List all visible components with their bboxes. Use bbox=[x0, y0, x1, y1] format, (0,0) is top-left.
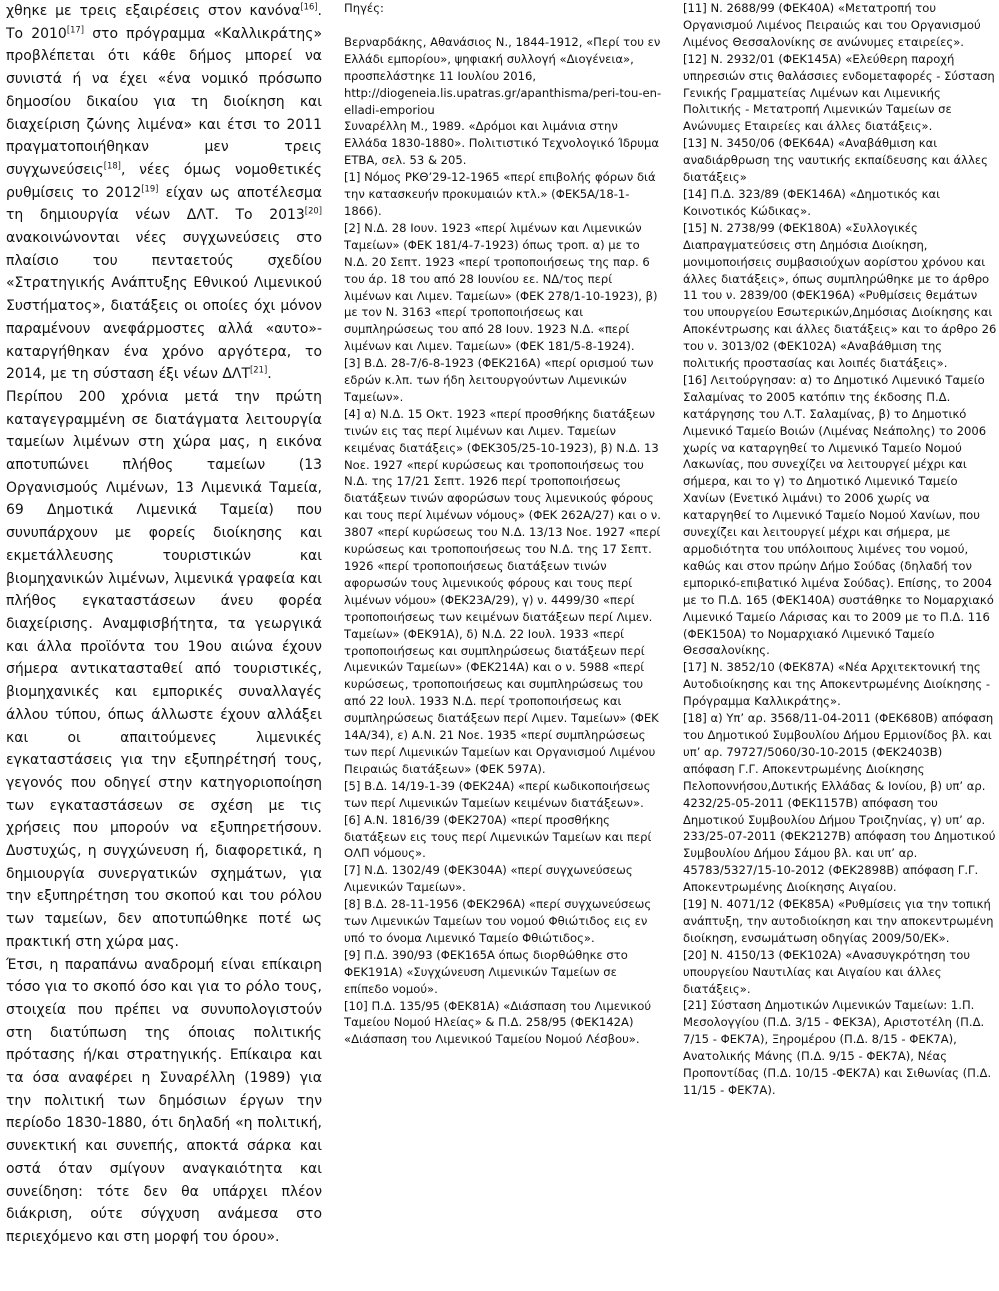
reference-entry: [3] Β.Δ. 28-7/6-8-1923 (ΦΕΚ216Α) «περί ορισμού των εδρών κ.λπ. των ήδη λειτουργούντων Λιμενικών Ταμείων». bbox=[344, 356, 654, 404]
reference-entry: [6] Α.Ν. 1816/39 (ΦΕΚ270Α) «περί προσθήκης διατάξεων εις τους περί Λιμενικών Ταμείων και περί ΟΛΠ νόμους». bbox=[344, 812, 652, 861]
source-entry: Συναρέλλη Μ., 1989. «Δρόμοι και λιμάνια στην Ελλάδα 1830-1880». Πολιτιστικό Τεχνολογικό Ίδρυμα ΕΤΒΑ, σελ. 53 & 205. bbox=[344, 119, 660, 168]
references-list-1 bbox=[344, 169, 662, 1048]
references-column-2 bbox=[683, 0, 997, 1099]
references-list-2 bbox=[683, 0, 997, 1099]
paragraph-text: χθηκε με τρεις εξαιρέσεις στον κανόνα bbox=[6, 3, 301, 19]
footnote-marker: [19] bbox=[141, 182, 159, 193]
reference-entry: [7] Ν.Δ. 1302/49 (ΦΕΚ304Α) «περί συγχωνεύσεως Λιμενικών Ταμείων». bbox=[344, 863, 633, 895]
footnote-marker: [21] bbox=[250, 364, 268, 375]
body-paragraph bbox=[6, 386, 322, 954]
paragraph-text: Έτσι, η παραπάνω αναδρομή είναι επίκαιρη τόσο για το σκοπό όσο και για το ρόλο τους, στοιχεία που πρέπει να συνυπολογιστούν στη διατύπωση της όποιας πολιτικής πρότασης ή/και στρατηγικής. Επίκαιρα και τα όσα αναφέρει η Συναρέλλη (1989) για την πολιτική των δημόσιων έργων την περίοδο 1830-1880, ότι δηλαδή «η πολιτική, συνεκτική και συνεπής, αποκτά σάρκα και οστά όταν σμίγουν αναγκαιότητα και συνείδηση: τότε δεν θα υπάρχει πλέον διάκριση, ούτε σύγχυση ανάμεσα στο περιεχόμενο και στη μορφή του όρου». bbox=[6, 956, 322, 1245]
footnote-marker: [16] bbox=[300, 1, 318, 12]
paragraph-text: στο πρόγραμμα «Καλλικράτης» προβλέπεται ότι κάθε δήμος μπορεί να συνιστά ή να έχει «ένα νομικό πρόσωπο δημοσίου δικαίου για τη διοίκηση και διαχείριση ζώνης λιμένα» και έτσι το 2011 πραγματοποιήθηκαν μεν τρεις συγχωνεύσεις bbox=[6, 25, 322, 178]
reference-entry: [12] Ν. 2932/01 (ΦΕΚ145Α) «Ελεύθερη παροχή υπηρεσιών στις θαλάσσιες ενδομεταφορές - Σύσταση Γενικής Γραμματείας Λιμένων και Λιμενικής Πολιτικής - Μετατροπή Λιμενικών Ταμείων σε Ανώνυμες Εταιρείες και άλλες διατάξεις». bbox=[683, 51, 995, 134]
footnote-marker: [17] bbox=[66, 24, 85, 35]
references-column-1 bbox=[344, 0, 662, 1048]
reference-entry: [11] Ν. 2688/99 (ΦΕΚ40Α) «Μετατροπή του Οργανισμού Λιμένος Πειραιώς και του Οργανισμού Λιμένος Θεσσαλονίκης σε ανώνυμες εταιρείες». bbox=[683, 1, 981, 49]
paragraph-text: είχαν ως αποτέλεσμα τη δημιουργία νέων ΔΛΤ. Το 2013 bbox=[6, 184, 323, 224]
reference-entry: [21] Σύσταση Δημοτικών Λιμενικών Ταμείων: 1.Π. Μεσολογγίου (Π.Δ. 3/15 - ΦΕΚ3Α), Αριστοτέλη (Π.Δ. 7/15 - ΦΕΚ7Α), Ξηρομέρου (Π.Δ. 8/15 - ΦΕΚ7Α), Ανατολικής Μάνης (Π.Δ. 9/15 - ΦΕΚ7Α), Νέας Προποντίδας (Π.Δ. 10/15 -ΦΕΚ7Α) και Σιθωνίας (Π.Δ. 11/15 - ΦΕΚ7Α). bbox=[683, 998, 992, 1097]
sources-list bbox=[344, 34, 662, 169]
source-entry: Βερναρδάκης, Αθανάσιος Ν., 1844-1912, «Περί του εν Ελλάδι εμπορίου», ψηφιακή συλλογή «Διογένεια», προσπελάστηκε 11 Ιουλίου 2016, http://diogeneia.lis.upatras.gr/apanthisma/peri-tou-en-elladi-emporiou bbox=[344, 34, 662, 117]
reference-entry: [9] Π.Δ. 390/93 (ΦΕΚ165Α όπως διορθώθηκε στο ΦΕΚ191Α) «Συγχώνευση Λιμενικών Ταμείων σε επίπεδο νομού». bbox=[344, 947, 628, 996]
reference-entry: [16] Λειτούργησαν: α) το Δημοτικό Λιμενικό Ταμείο Σαλαμίνας το 2005 κατόπιν της έκδοσης Π.Δ. κατάργησης του Λ.Τ. Σαλαμίνας, β) το Δημοτικό Λιμενικό Ταμείο Βοιών (Λιμένας Νεάπολης) το 2006 χωρίς να καταργηθεί το Λιμενικό Ταμείο Νομού Λακωνίας, που συνεχίζει να λειτουργεί μέχρι και σήμερα, και το γ) το Δημοτικό Λιμενικό Ταμείο Χανίων (Ενετικό λιμάνι) το 2006 χωρίς να καταργηθεί το Λιμενικό Ταμείο Νομού Χανίων, που συνεχίζει και λειτουργεί μέχρι και σήμερα, με αρμοδιότητα του υπόλοιπους λιμένες του νομού, καθώς και στον πρώην Δήμο Σούδας (δηλαδή τον εμπορικό-επιβατικό λιμένα Σούδας). Επίσης, το 2004 με το Π.Δ. 165 (ΦΕΚ140Α) συστάθηκε το Νομαρχιακό Λιμενικό Ταμείο Λάρισας και το 2009 με το Π.Δ. 116 (ΦΕΚ150Α) το Νομαρχιακό Λιμενικό Ταμείο Θεσσαλονίκης. bbox=[683, 372, 994, 658]
main-text-column bbox=[6, 0, 322, 1249]
reference-entry: [10] Π.Δ. 135/95 (ΦΕΚ81Α) «Διάσπαση του Λιμενικού Ταμείου Νομού Ηλείας» & Π.Δ. 258/95 (ΦΕΚ142Α) «Διάσπαση του Λιμενικού Ταμείου Νομού Λέσβου». bbox=[344, 998, 652, 1047]
reference-entry: [18] α) Υπ’ αρ. 3568/11-04-2011 (ΦΕΚ680Β) απόφαση του Δημοτικού Συμβουλίου Δήμου Ερμιονίδος βλ. και υπ’ αρ. 79727/5060/30-10-2015 (ΦΕΚ2403Β) απόφαση Γ.Γ. Αποκεντρωμένης Διοίκησης Πελοποννήσου,Δυτικής Ελλάδας & Ιονίου, β) υπ’ αρ. 4232/25-05-2011 (ΦΕΚ1157Β) απόφαση του Δημοτικού Συμβουλίου Δήμου Τροιζηνίας, γ) υπ’ αρ. 233/25-07-2011 (ΦΕΚ2127Β) απόφαση του Δημοτικού Συμβουλίου Δήμου Σάμου βλ. και υπ’ αρ. 45783/5327/15-10-2012 (ΦΕΚ2898Β) απόφαση Γ.Γ. Αποκεντρωμένης Διοίκησης Αιγαίου. bbox=[683, 711, 996, 895]
reference-entry: [1] Νόμος ΡΚΘ’29-12-1965 «περί επιβολής φόρων διά την κατασκευήν προκυμαιών κτλ.» (ΦΕΚ5Α/18-1-1866). bbox=[344, 170, 656, 218]
reference-entry: [17] Ν. 3852/10 (ΦΕΚ87Α) «Νέα Αρχιτεκτονική της Αυτοδιοίκησης και της Αποκεντρωμένης Διοίκησης - Πρόγραμμα Καλλικράτης». bbox=[683, 660, 991, 709]
paragraph-text: ανακοινώνονται νέες συγχωνεύσεις στο πλαίσιο του πενταετούς σχεδίου «Στρατηγικής Ανάπτυξης Εθνικού Λιμενικού Συστήματος», διατάξεις οι οποίες όχι μόνον παραμένουν ανεφάρμοστες αλλά «αυτο»-καταργήθηκαν ένα χρόνο αργότερα, το 2014, με τη σύσταση έξι νέων ΔΛΤ bbox=[6, 230, 322, 383]
reference-entry: [4] α) Ν.Δ. 15 Οκτ. 1923 «περί προσθήκης διατάξεων τινών εις τας περί λιμένων και Λιμεν. Ταμείων κειμένας διατάξεις» (ΦΕΚ305/25-10-1923), β) Ν.Δ. 13 Νοε. 1927 «περί κυρώσεως και τροποποιήσεως του Ν.Δ. της 17/21 Σεπτ. 1926 περί τροποποιήσεως διατάξεων τινών αφορώσων τους λιμενικούς φόρους και τους περί λιμένων νόμους» (ΦΕΚ 262Α/27) και ο ν. 3807 «περί κυρώσεως του Ν.Δ. 13/13 Νοε. 1927 «περί κυρώσεως και τροποποιήσεως του Ν.Δ. της 17 Σεπτ. 1926 «περί τροποποιήσεως διατάξεων τινών αφορωσών τους λιμενικούς φόρους και τους περί λιμένων νόμου» (ΦΕΚ23Α/29), γ) ν. 4499/30 «περί τροποποιήσεως των κειμένων διατάξεων περί Λιμεν. Ταμείων» (ΦΕΚ91Α), δ) Ν.Δ. 22 Ιουλ. 1933 «περί τροποποιήσεως και συμπληρώσεως διατάξεων περί Λιμενικών Ταμείων» (ΦΕΚ214Α) και ο ν. 5988 «περί κυρώσεως, τροποποιήσεως και συμπληρώσεως του από 22 Ιουλ. 1933 Ν.Δ. περί τροποποιήσεως και συμπληρώσεως διατάξεων περί Λιμεν. Ταμείων» (ΦΕΚ 14Α/34), ε) Α.Ν. 21 Νοε. 1935 «περί συμπληρώσεως των περί Λιμενικών Ταμείων και Οργανισμού Λιμένου Πειραιώς διατάξεων» (ΦΕΚ 597Α). bbox=[344, 406, 661, 776]
paragraph-text: . bbox=[267, 366, 272, 383]
reference-entry: [2] Ν.Δ. 28 Ιουν. 1923 «περί λιμένων και Λιμενικών Ταμείων» (ΦΕΚ 181/4-7-1923) όπως τροπ. α) με το Ν.Δ. 20 Σεπτ. 1923 «περί τροποποιήσεως της παρ. 6 του άρ. 18 του από 28 Ιουνίου εε. ΝΔ/τος περί λιμένων και Λιμεν. Ταμείων» (ΦΕΚ 278/1-10-1923), β) με τον Ν. 3163 «περί τροποποιήσεως και συμπληρώσεως του από 28 Ιουν. 1923 Ν.Δ. «περί λιμένων και Λιμεν. Ταμείων» (ΦΕΚ 181/5-8-1924). bbox=[344, 220, 658, 354]
body-paragraph bbox=[6, 0, 322, 386]
reference-entry: [19] Ν. 4071/12 (ΦΕΚ85Α) «Ρυθμίσεις για την τοπική ανάπτυξη, την αυτοδιοίκηση και την αποκεντρωμένη διοίκηση, ενσωμάτωση οδηγίας 2009/50/ΕΚ». bbox=[683, 897, 994, 945]
sources-heading: Πηγές: bbox=[344, 1, 384, 15]
reference-entry: [5] Β.Δ. 14/19-1-39 (ΦΕΚ24Α) «περί κωδικοποιήσεως των περί Λιμενικών Ταμείων κειμένων διατάξεων». bbox=[344, 778, 651, 810]
paragraph-text: Περίπου 200 χρόνια μετά την πρώτη καταγεγραμμένη σε διατάγματα λειτουργία ταμείων λιμένων στη χώρα μας, η εικόνα αποτυπώνει πλήθος ταμείων (13 Οργανισμούς Λιμένων, 13 Λιμενικά Ταμεία, 69 Δημοτικά Λιμενικά Ταμεία) που συνυπάρχουν με φορείς διοίκησης και εκμετάλλευσης τουριστικών και βιομηχανικών λιμένων, λιμενικά γραφεία και πλήθος εγκαταστάσεων άνευ φορέα διαχείρισης. Αναμφισβήτητα, τα γεωργικά και άλλα προϊόντα του 19ου αιώνα έχουν σήμερα αντικατασταθεί από τουριστικές, βιομηχανικές και εμπορικές συναλλαγές άλλου τύπου, όπως άλλωστε έχουν αλλάξει και οι απαιτούμενες λιμενικές εγκαταστάσεις για την εξυπηρέτησή τους, γεγονός που οδηγεί στην κατηγοριοποίηση των εγκαταστάσεων σε σχέση με τις χρήσεις που μπορούν να εξυπηρετήσουν. Δυστυχώς, η συγχώνευση ή, διαφορετικά, η δημιουργία συνεργατικών σχημάτων, για την εξυπηρέτηση του σκοπού και του ρόλου των ταμείων, δεν αποτυπώθηκε ποτέ ως πρακτική στη χώρα μας. bbox=[6, 388, 322, 950]
reference-entry: [14] Π.Δ. 323/89 (ΦΕΚ146Α) «Δημοτικός και Κοινοτικός Κώδικας». bbox=[683, 186, 941, 218]
reference-entry: [20] Ν. 4150/13 (ΦΕΚ102Α) «Ανασυγκρότηση του υπουργείου Ναυτιλίας και Αιγαίου και άλλες διατάξεις». bbox=[683, 947, 971, 996]
reference-entry: [8] Β.Δ. 28-11-1956 (ΦΕΚ296Α) «περί συγχωνεύσεως των Λιμενικών Ταμείων του νομού Φθιώτιδος εις εν υπό το όνομα Λιμενικό Ταμείο Φθιώτιδος». bbox=[344, 897, 652, 945]
paragraph-text: . Το 2010 bbox=[6, 3, 322, 42]
footnote-marker: [18] bbox=[103, 160, 121, 171]
paragraph-text: , νέες όμως νομοθετικές ρυθμίσεις το 2012 bbox=[6, 161, 322, 201]
footnote-marker: [20] bbox=[304, 205, 322, 216]
reference-entry: [13] Ν. 3450/06 (ΦΕΚ64Α) «Αναβάθμιση και αναδιάρθρωση της ναυτικής εκπαίδευσης και άλλες διατάξεις» bbox=[683, 136, 988, 185]
reference-entry: [15] Ν. 2738/99 (ΦΕΚ180Α) «Συλλογικές Διαπραγματεύσεις στη Δημόσια Διοίκηση, μονιμοποιήσεις συμβασιούχων αορίστου χρόνου και άλλες διατάξεις», όπως συμπληρώθηκε με το άρθρο 11 του ν. 2839/00 (ΦΕΚ196Α) «Ρυθμίσεις θεμάτων του υπουργείου Εσωτερικών,Δημόσιας Διοίκησης και Αποκέντρωσης και άλλες διατάξεις» και το άρθρο 26 του ν. 3013/02 (ΦΕΚ102Α) «Αναβάθμιση της πολιτικής προστασίας και λοιπές διατάξεις». bbox=[683, 220, 997, 371]
body-paragraph bbox=[6, 954, 322, 1249]
